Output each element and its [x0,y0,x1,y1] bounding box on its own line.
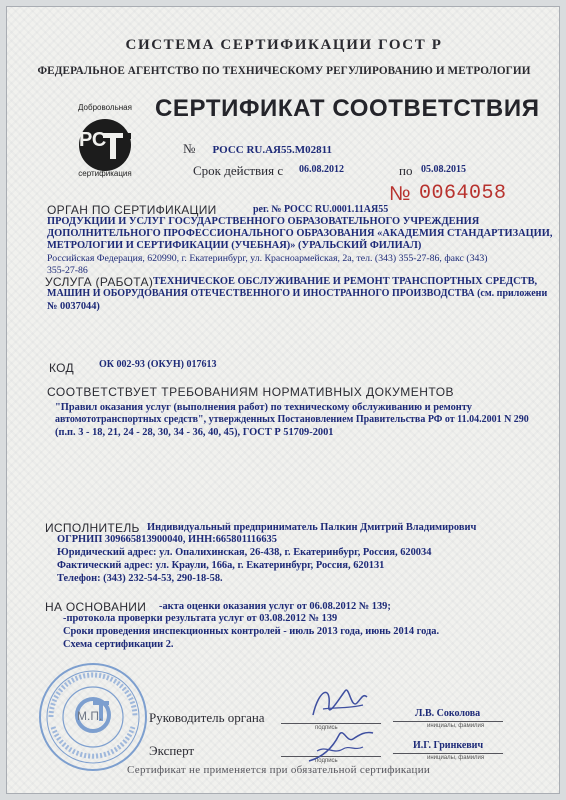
basis-line-2: -протокола проверки результата услуг от 03.08.2012 № 139 [63,613,338,624]
valid-to-date: 05.08.2015 [421,164,466,175]
basis-line-4: Схема сертификации 2. [63,639,174,650]
document-title: СЕРТИФИКАТ СООТВЕТСТВИЯ [155,95,540,122]
head-label: Руководитель органа [149,710,265,725]
expert-signature-sub: подпись [315,758,338,764]
certificate-sheet [6,6,560,794]
code-value: ОК 002-93 (ОКУН) 017613 [99,359,217,370]
executor-name: Индивидуальный предприниматель Палкин Дмитрий Владимирович [147,522,477,533]
organ-line-2: ДОПОЛНИТЕЛЬНОГО ПРОФЕССИОНАЛЬНОГО ОБРАЗОВАНИЯ «АКАДЕМИЯ СТАНДАРТИЗАЦИИ, [47,228,553,239]
service-label: УСЛУГА (РАБОТА) [45,275,154,289]
basis-line-1: -акта оценки оказания услуг от 06.08.2012 № 139; [159,601,391,612]
validity-to-label: по [399,163,413,178]
logo-mark: РС [79,129,107,151]
organ-reg-number: рег. № РОСС RU.0001.11АЯ55 [253,204,389,215]
valid-from-date: 06.08.2012 [299,164,344,175]
head-signature-sub: подпись [315,725,338,731]
code-label: КОД [49,361,74,375]
head-signature-icon [305,679,375,727]
organ-line-3: МЕТРОЛОГИИ И СЕРТИФИКАЦИИ (УЧЕБНАЯ)» (УРАЛЬСКИЙ ФИЛИАЛ) [47,240,422,251]
conformity-line-1: "Правил оказания услуг (выполнения работ) по техническому обслуживанию и ремонту [55,402,472,413]
validity-label: Срок действия с [193,163,284,178]
footer-note: Сертификат не применяется при обязательной сертификации [127,764,431,776]
serial-number: 0064058 [419,182,507,205]
serial-number-sign: № [389,183,411,205]
service-line-3: № 0037044) [47,301,100,312]
executor-line-3: Фактический адрес: ул. Краули, 166а, г. Екатеринбург, Россия, 620131 [57,560,385,571]
expert-label: Эксперт [149,743,195,758]
system-title: СИСТЕМА СЕРТИФИКАЦИИ ГОСТ Р [125,37,443,53]
organ-address: Российская Федерация, 620990, г. Екатеринбург, ул. Красноармейская, 2а, тел. (343) 355-27-86, факс (343) [47,253,488,264]
basis-line-3: Сроки проведения инспекционных контролей - июль 2013 года, июнь 2014 года. [63,626,440,637]
head-name-sub: инициалы, фамилия [427,723,485,729]
agency-title: ФЕДЕРАЛЬНОЕ АГЕНТСТВО ПО ТЕХНИЧЕСКОМУ РЕГУЛИРОВАНИЮ И МЕТРОЛОГИИ [37,65,531,77]
head-name-line [393,721,503,722]
executor-label: ИСПОЛНИТЕЛЬ [45,521,140,535]
executor-line-2: Юридический адрес: ул. Опалихинская, 26-438, г. Екатеринбург, Россия, 620034 [57,547,432,558]
organ-address-cont: 355-27-86 [47,265,88,276]
certificate-number: № РОСС RU.АЯ55.М02811 [183,141,333,156]
executor-line-4: Телефон: (343) 232-54-53, 290-18-58. [57,573,223,584]
conformity-label: СООТВЕТСТВУЕТ ТРЕБОВАНИЯМ НОРМАТИВНЫХ ДОКУМЕНТОВ [47,385,455,399]
stamp-mp: М.П. [77,709,103,723]
expert-name-sub: инициалы, фамилия [427,755,485,761]
executor-line-1: ОГРНИП 309665813900040, ИНН:665801116635 [57,534,277,545]
conformity-line-2: автомототранспортных средств", утвержденных Постановлением Правительства РФ от 11.04.2001 N 290 [55,414,529,425]
expert-name-line [393,753,503,754]
service-line-1: ТЕХНИЧЕСКОЕ ОБСЛУЖИВАНИЕ И РЕМОНТ ТРАНСПОРТНЫХ СРЕДСТВ, [153,276,538,287]
head-name: Л.В. Соколова [415,708,481,719]
service-line-2: МАШИН И ОБОРУДОВАНИЯ ОТЕЧЕСТВЕННОГО И ИНОСТРАННОГО ПРОИЗВОДСТВА (см. приложени [47,288,548,299]
expert-name: И.Г. Гринкевич [413,740,484,751]
logo-top-text: Добровольная [78,103,132,112]
conformity-line-3: (п.п. 3 - 18, 21, 24 - 28, 30, 34 - 36, 40, 45), ГОСТ Р 51709-2001 [55,427,334,438]
basis-label: НА ОСНОВАНИИ [45,600,147,614]
logo-bottom-text: сертификация [78,169,132,178]
organ-label: ОРГАН ПО СЕРТИФИКАЦИИ [47,203,217,217]
organ-line-1: ПРОДУКЦИИ И УСЛУГ ГОСУДАРСТВЕННОГО ОБРАЗОВАТЕЛЬНОГО УЧРЕЖДЕНИЯ [47,216,480,227]
